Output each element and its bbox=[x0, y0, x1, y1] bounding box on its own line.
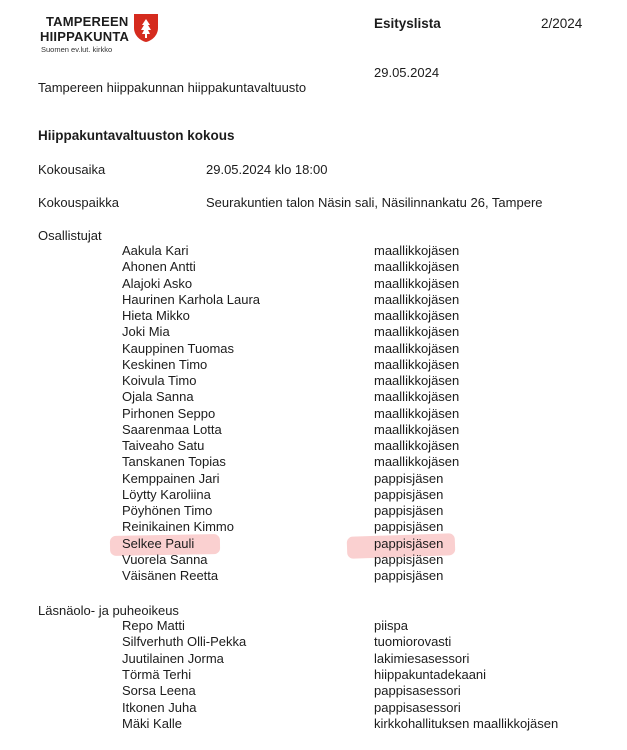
member-name: Itkonen Juha bbox=[122, 699, 197, 715]
member-role: maallikkojäsen bbox=[374, 373, 460, 388]
member-name: Saarenmaa Lotta bbox=[122, 421, 222, 437]
member-role: maallikkojäsen bbox=[374, 438, 460, 453]
member-name: Ojala Sanna bbox=[122, 389, 194, 405]
member-name: Löytty Karoliina bbox=[122, 486, 211, 502]
member-name: Repo Matti bbox=[122, 618, 185, 633]
member-name: Selkee Pauli bbox=[122, 535, 195, 551]
organization: Tampereen hiippakunnan hiippakuntavaltuusto bbox=[38, 80, 307, 95]
attendance-title: Läsnäolo- ja puheoikeus bbox=[38, 603, 179, 618]
member-role: maallikkojäsen bbox=[374, 291, 460, 307]
meeting-time-label: Kokousaika bbox=[38, 162, 106, 177]
member-name: Keskinen Timo bbox=[122, 356, 208, 372]
member-name: Pirhonen Seppo bbox=[122, 405, 216, 421]
meeting-place-value: Seurakuntien talon Näsin sali, Näsilinnankatu 26, Tampere bbox=[206, 195, 543, 210]
member-role: pappisjäsen bbox=[374, 568, 444, 583]
diocese-shield-icon bbox=[133, 13, 159, 43]
member-role: pappisasessori bbox=[374, 699, 461, 715]
member-name: Väisänen Reetta bbox=[122, 568, 219, 583]
member-role: maallikkojäsen bbox=[374, 340, 460, 356]
member-role: maallikkojäsen bbox=[374, 356, 460, 372]
member-name: Juutilainen Jorma bbox=[122, 650, 224, 666]
member-name: Joki Mia bbox=[122, 324, 170, 340]
member-name: Ahonen Antti bbox=[122, 259, 196, 275]
member-name: Reinikainen Kimmo bbox=[122, 519, 234, 535]
member-name: Törmä Terhi bbox=[122, 666, 192, 682]
member-role: piispa bbox=[374, 618, 408, 633]
participants-title: Osallistujat bbox=[38, 228, 102, 243]
member-name: Pöyhönen Timo bbox=[122, 503, 213, 518]
member-role: maallikkojäsen bbox=[374, 308, 460, 323]
member-role: pappisjäsen bbox=[374, 486, 444, 502]
member-name: Aakula Kari bbox=[122, 243, 189, 258]
member-role: pappisjäsen bbox=[374, 503, 444, 518]
member-name: Hieta Mikko bbox=[122, 308, 190, 323]
member-role: maallikkojäsen bbox=[374, 243, 460, 258]
member-role: kirkkohallituksen maallikkojäsen bbox=[374, 715, 559, 731]
member-role: pappisjäsen bbox=[374, 470, 444, 486]
member-name: Alajoki Asko bbox=[122, 275, 193, 291]
logo-line1: TAMPEREEN bbox=[46, 14, 129, 29]
member-name: Kemppainen Jari bbox=[122, 470, 220, 486]
member-role: hiippakuntadekaani bbox=[374, 666, 487, 682]
member-role: maallikkojäsen bbox=[374, 454, 460, 470]
member-role: pappisjäsen bbox=[374, 551, 444, 567]
member-role: maallikkojäsen bbox=[374, 324, 460, 340]
member-role: maallikkojäsen bbox=[374, 421, 460, 437]
member-role: maallikkojäsen bbox=[374, 405, 460, 421]
meeting-place-label: Kokouspaikka bbox=[38, 195, 119, 210]
logo-line2: HIIPPAKUNTA bbox=[40, 29, 130, 44]
member-name: Haurinen Karhola Laura bbox=[122, 291, 261, 307]
member-role: pappisjäsen bbox=[374, 519, 444, 535]
member-role: pappisasessori bbox=[374, 683, 461, 699]
member-name: Tanskanen Topias bbox=[122, 454, 226, 470]
doc-type: Esityslista bbox=[374, 16, 441, 31]
member-role: tuomiorovasti bbox=[374, 634, 452, 650]
member-role: pappisjäsen bbox=[374, 535, 444, 551]
member-name: Mäki Kalle bbox=[122, 715, 182, 731]
member-role: maallikkojäsen bbox=[374, 259, 460, 275]
member-name: Sorsa Leena bbox=[122, 683, 196, 699]
doc-date: 29.05.2024 bbox=[374, 65, 440, 80]
member-name: Koivula Timo bbox=[122, 373, 197, 388]
meeting-time-value: 29.05.2024 klo 18:00 bbox=[206, 162, 328, 177]
member-role: maallikkojäsen bbox=[374, 275, 460, 291]
member-name: Kauppinen Tuomas bbox=[122, 340, 235, 356]
member-name: Taiveaho Satu bbox=[122, 438, 205, 453]
doc-number: 2/2024 bbox=[541, 16, 583, 31]
member-name: Vuorela Sanna bbox=[122, 551, 208, 567]
member-role: lakimiesasessori bbox=[374, 650, 470, 666]
member-role: maallikkojäsen bbox=[374, 389, 460, 405]
logo-line3: Suomen ev.lut. kirkko bbox=[41, 45, 113, 54]
member-name: Silfverhuth Olli-Pekka bbox=[122, 634, 247, 650]
meeting-title: Hiippakuntavaltuuston kokous bbox=[38, 128, 235, 143]
